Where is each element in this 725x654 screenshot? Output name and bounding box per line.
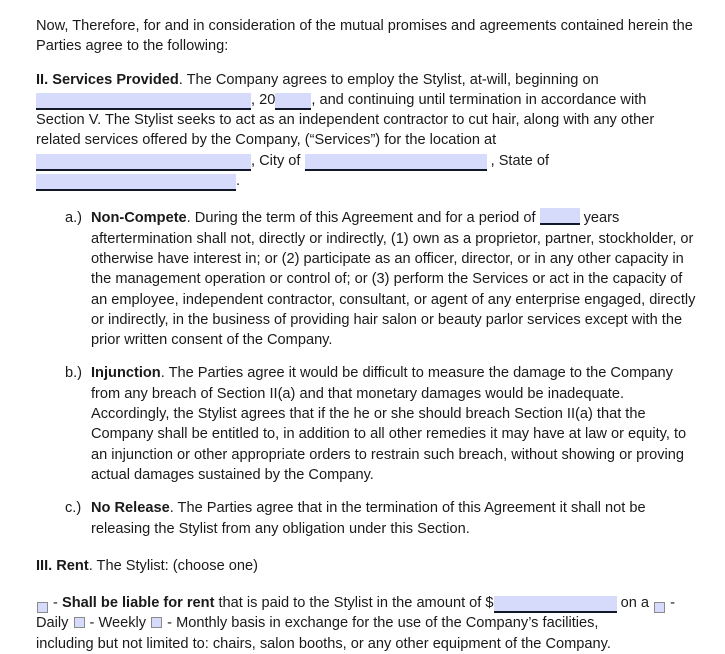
rent-option-heading: Shall be liable for rent [61, 595, 215, 612]
spacer [36, 576, 697, 593]
section-ii-line-2: Section V. The Stylist seeks to act as an independent contractor to cut hair, along with any other [36, 112, 655, 129]
section-ii-line-3: related services offered by the Company, (“Services”) for the location at [36, 132, 497, 149]
clause-a-heading: Non-Compete [91, 210, 187, 227]
clause-b-body [91, 363, 697, 485]
label-daily: Daily [36, 615, 73, 632]
intro-paragraph: Now, Therefore, for and in consideration of the mutual promises and agreements contained herein the Parties agree to the following: [36, 18, 693, 55]
section-ii-text-1: The Company agrees to employ the Stylist, at-will, beginning on [182, 71, 599, 88]
city-field[interactable] [305, 154, 487, 171]
section-ii-end-period: . [236, 173, 241, 190]
label-weekly: Weekly [98, 615, 151, 632]
section-ii-heading-suffix: . [178, 71, 183, 88]
rent-liable-row [36, 593, 697, 613]
clause-b-heading-suffix: . [160, 365, 165, 382]
clause-a-heading-suffix: . [186, 210, 191, 227]
clause-b-heading: Injunction [91, 365, 161, 382]
clause-b-marker: b.) [65, 365, 83, 382]
clause-c-paragraph: The Parties agree that in the termination of this Agreement it shall not be releasing the Stylist from any obligation under this Section. [91, 500, 646, 537]
rent-option-block [36, 593, 697, 654]
spacer [36, 191, 697, 208]
spacer [36, 350, 697, 363]
checkbox-weekly[interactable] [74, 617, 85, 628]
clause-a-body [91, 208, 697, 350]
section-ii-line-1 [36, 70, 697, 90]
start-date-field[interactable] [36, 93, 251, 110]
after-year-text: , and continuing until termination in accordance with [311, 91, 647, 108]
section-iii-heading-suffix: . [88, 557, 93, 574]
dash-2: - [666, 595, 680, 612]
spacer [36, 57, 697, 70]
section-ii-state-row [36, 171, 697, 191]
section-iii-text: The Stylist: (choose one) [92, 557, 258, 574]
city-label: , City of [251, 152, 301, 169]
checkbox-shall-be-liable[interactable] [37, 602, 48, 613]
dash-4: - [163, 615, 177, 632]
state-label: , State of [490, 152, 550, 169]
state-field[interactable] [36, 174, 236, 191]
dash-3: - [85, 615, 99, 632]
rent-option-text-2: on a [616, 595, 654, 612]
rent-amount-field[interactable] [494, 596, 617, 613]
section-iii-heading: III. Rent [36, 557, 89, 574]
clause-injunction [36, 363, 697, 485]
spacer [36, 485, 697, 498]
clause-no-release [36, 498, 697, 539]
after-date-text: , 20 [251, 91, 276, 108]
section-rent-heading-line [36, 556, 697, 576]
clause-a-text-after: years after [91, 210, 620, 247]
rent-option-text-4: including but not limited to: chairs, salon booths, or any other equipment of the Company. [36, 635, 611, 652]
section-ii-date-row [36, 90, 697, 110]
clause-non-compete [36, 208, 697, 350]
rent-option-text-1: that is paid to the Stylist in the amount of $ [214, 595, 494, 612]
clause-c-body [91, 498, 697, 539]
label-monthly: Monthly [176, 615, 228, 632]
clause-c-heading: No Release [91, 500, 170, 517]
dash-1: - [49, 595, 62, 612]
checkbox-daily[interactable] [654, 602, 665, 613]
clause-a-marker: a.) [65, 210, 83, 227]
checkbox-monthly[interactable] [151, 617, 162, 628]
spacer [36, 539, 697, 556]
year-field[interactable] [275, 93, 311, 110]
section-services-provided [36, 70, 697, 192]
rent-option-text-3: basis in exchange for the use of the Company’s facilities, [227, 615, 599, 632]
clause-c-marker: c.) [65, 500, 82, 517]
rent-frequency-row [36, 613, 697, 633]
section-ii-location-row [36, 151, 697, 171]
non-compete-years-field[interactable] [540, 208, 580, 225]
section-ii-heading: II. Services Provided [36, 71, 179, 88]
clause-c-heading-suffix: . [169, 500, 174, 517]
clause-b-paragraph: The Parties agree it would be difficult to measure the damage to the Company from any breach of Section II(a) and that monetary damages would be inadequate. Accordingly, the Stylist agrees that if the he or she should breach Section II(a) that the Company shall be entitled to, in addition to all other remedies it may have at law or equity, to an injunction or other appropriate orders to restrain such breach, without showing or proving actual damages sustained by the Company. [91, 365, 687, 483]
clause-a-paragraph: termination shall not, directly or indirectly, (1) own as a proprietor, partner, stockholder, or otherwise have interest in; or (2) participate as an officer, director, or in any other capacity in the management operation or control of; or (3) perform the Services or act in the capacity of an employee, independent contractor, consultant, or agent of any enterprise engaged, directly or indirectly, in the business of providing hair salon or beauty parlor services except with the prior written consent of the Company. [91, 230, 696, 349]
address-field[interactable] [36, 154, 251, 171]
clause-a-text-before: During the term of this Agreement and for a period of [190, 210, 540, 227]
